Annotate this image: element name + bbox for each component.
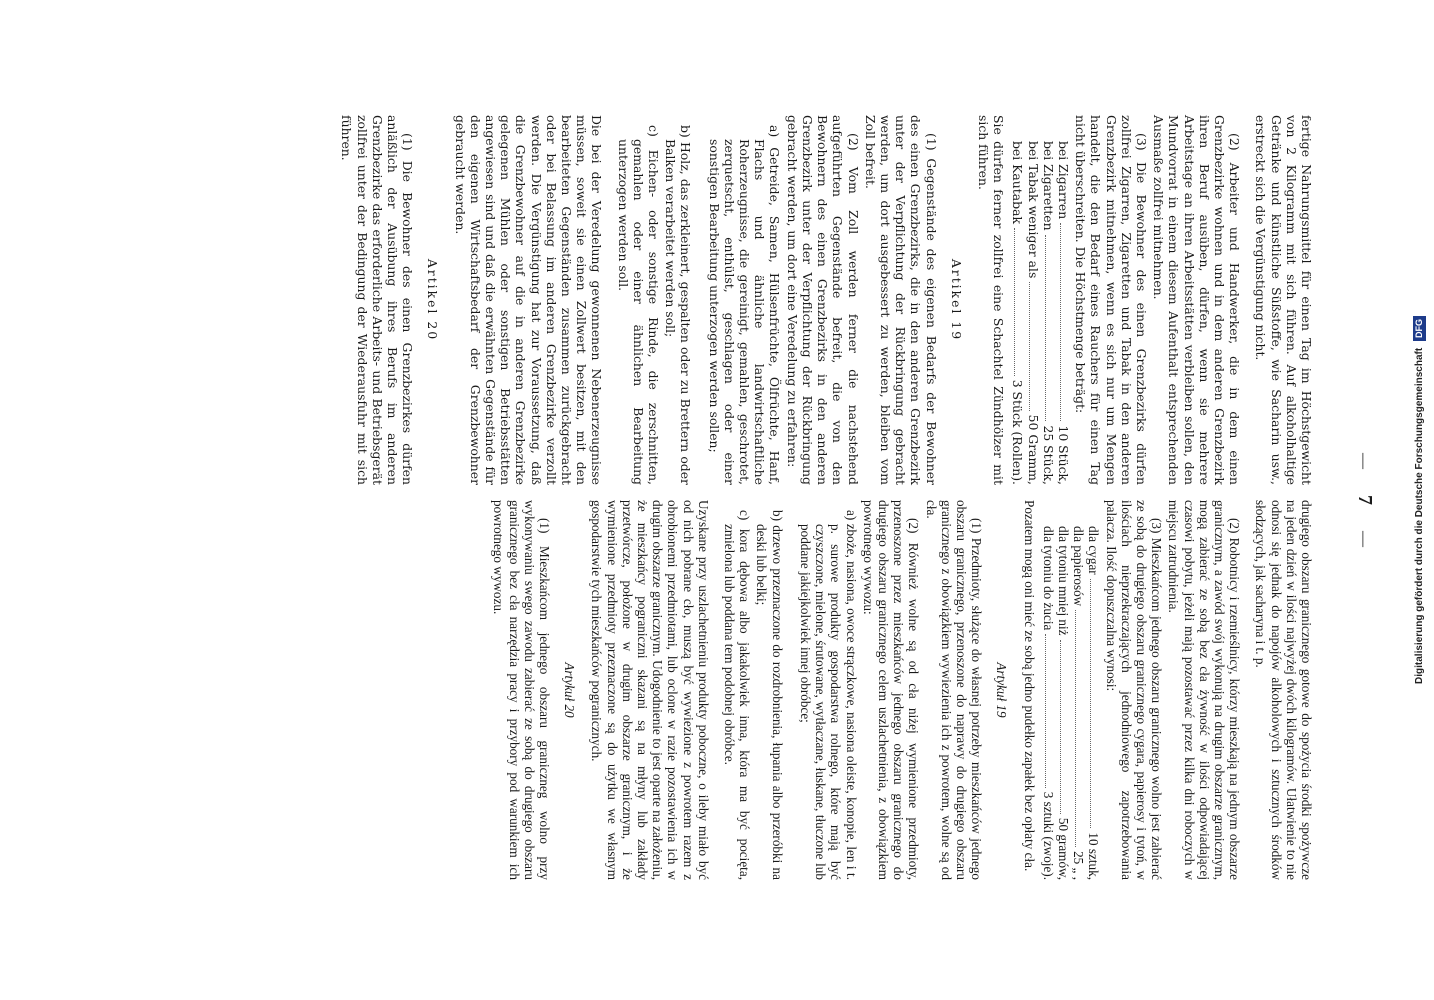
de-quota-row: bei Tabak weniger als 50 Gramm, (1025, 141, 1041, 485)
de-paragraph: Sie dürfen ferner zollfrei eine Schachtel Zündhölzer mit sich führen. (975, 115, 1007, 485)
german-text-column (337, 115, 1314, 485)
digitization-credit (1405, 0, 1434, 1000)
pl-paragraph: (3) Mieszkańcom jednego obszaru granicznego wolno jest zabierać ze sobą do drugiego obszaru granicznego cygara, papierosy i tytoń, w ilościach nieprzekraczających jednodniowego zapotrzebowania palacza. Ilość dopuszczalna wynosi: (1103, 500, 1165, 880)
de-quota-row: bei Zigaretten 25 Stück, (1040, 141, 1056, 485)
de-paragraph: fertige Nahrungsmittel für einen Tag im Höchstgewicht von 2 Kilogramm mit sich führen. Auf alkoholhaltige Getränke und künstliche Süßstoffe, wie Sacharin usw., erstreckt sich die Vergünstigung nicht. (1253, 115, 1314, 485)
dash-left: — (1355, 453, 1372, 469)
pl-quota-list (1041, 526, 1102, 880)
de-paragraph: Die bei der Veredelung gewonnenen Nebenerzeugnisse müssen, soweit sie einen Zollwert besitzen, mit den bearbeiteten Gegenständen zusammen zurückgebracht oder bei Belassung im anderen Grenzbezirke verzollt werden. Die Vergünstigung hat zur Voraussetzung, daß die Grenzbewohner auf die in anderen Grenzbezirke gelegenen Mühlen oder sonstigen Betriebsstätten angewiesen sind und daß die erwähnten Gegenstände für den eigenen Wirtschaftsbedarf der Grenzbewohner gebraucht werden. (452, 115, 605, 485)
de-list-item: b) Holz, das zerkleinert, gespalten oder zu Brettern oder Balken verarbeitet werden soll; (663, 125, 694, 485)
pl-quota-row: dla tytoniu do żucia 3 sztuki (zwoje). (1040, 526, 1056, 880)
pl-list-item: c) kora dębowa albo jakakolwiek inna, która ma być pocięta, zmielona lub poddana tem podobnej obróbce. (722, 510, 753, 880)
pl-list-item: a) zboże, nasiona, owoce strączkowe, nasiona oleiste, konopie, len i t. p. surowe produkty gospodarstwa rolnego, które mają być czyszczone, mielone, śrutowane, wytłaczane, łuskane, tłuczone lub poddane jakiejkolwiek innej obróbce; (797, 510, 859, 880)
de-paragraph: (2) Arbeiter und Handwerker, die in dem einen Grenzbezirke wohnen und in dem anderen Grenzbezirk ihren Beruf ausüben, dürfen, wenn sie mehrere Arbeitstage an ihren Arbeitsstätten verbleiben sollen, den Mundvorrat in einem diesem Aufenthalt entsprechenden Ausmaße zollfrei mitnehmen. (1151, 115, 1243, 485)
polish-text-column (489, 500, 1314, 880)
pl-paragraph: Pozatem mogą oni mieć ze sobą jedno pudełko zapałek bez opłaty cła. (1021, 500, 1037, 872)
page-number-line (1353, 0, 1376, 1000)
pl-paragraph: drugiego obszaru granicznego gotowe do spożycia środki spożywcze na jeden dzień w ilości najwyżej dwóch kilogramów. Ułatwienie to nie odnosi się jednak do napojów alkoholowych i sztucznych środków słodzących, jak sacharyna i t. p. (1253, 500, 1314, 880)
pl-paragraph: (1) Przedmioty, służące do własnej potrzeby mieszkańców jednego obszaru granicznego, przenoszone do naprawy do drugiego obszaru granicznego z obowiązkiem wywiezienia ich z powrotem, wolne są od cła. (923, 500, 985, 880)
de-paragraph: (1) Die Bewohner des einen Grenzbezirkes dürfen anläßlich der Ausübung ihres Berufs im anderen Grenzbezirke das erforderliche Arbeits- und Betriebsgerät zollfrei unter der Bedingung der Wiederausfuhr mit sich führen. (339, 115, 416, 485)
pl-article-19-heading: Artykuł 19 (994, 662, 1010, 718)
page-number: 7 (1354, 495, 1376, 505)
credit-text: Digitalisierung gefördert durch die Deutsche Forschungsgemeinschaft (1414, 347, 1425, 684)
de-article-20-heading: Artikel 20 (425, 258, 441, 342)
dfg-logo: DFG (1413, 316, 1426, 341)
de-article-19-heading: Artikel 19 (948, 258, 964, 342)
pl-list-item: b) drzewo przeznaczone do rozdrobnienia, łupania albo przeróbki na deski lub belki; (754, 510, 785, 880)
dash-right: — (1355, 531, 1372, 547)
pl-paragraph: (2) Również wolne są od cła niżej wymienione przedmioty, przenoszone przez mieszkańców jednego obszaru granicznego do drugiego obszaru granicznego celem uszlachetnienia, z obowiązkiem powrotnego wywozu: (860, 500, 922, 880)
pl-quota-row: dla cygar 10 sztuk, (1086, 526, 1102, 880)
de-list-item: c) Eichen- oder sonstige Rinde, die zerschnitten, gemahlen oder einer ähnlichen Bearbeitung unterzogen werden soll. (615, 125, 662, 485)
pl-article-20-heading: Artykuł 20 (562, 662, 578, 718)
de-list-item: a) Getreide, Samen, Hülsenfrüchte, Ölfrüchte, Hanf, Flachs und ähnliche landwirtschaftliche Roherzeugnisse, die gereinigt, gemahlen, geschrotet, zerquetscht, enthülst, geschlagen oder einer sonstigen Bearbeitung unterzogen werden sollen; (706, 125, 783, 485)
de-quota-list (1010, 141, 1071, 485)
de-paragraph: (1) Gegenstände des eigenen Bedarfs der Bewohner des einen Grenzbezirks, die in den anderen Grenzbezirk unter der Verpflichtung der Rückbringung gebracht werden, um dort ausgebessert zu werden, bleiben vom Zoll befreit. (862, 115, 939, 485)
de-paragraph: (2) Vom Zoll werden ferner die nachstehend aufgeführten Gegenstände befreit, die von den Bewohnern des einen Grenzbezirks in den anderen Grenzbezirk unter der Verpflichtung der Rückbringung gebracht werden, um dort eine Veredelung zu erfahren: (784, 115, 861, 485)
pl-paragraph: Uzyskane przy uszlachetnieniu produkty poboczne, o ileby miało być od nich pobrane cło, muszą być wywiezione z powrotem razem z obrobionemi przedmiotami, lub oclone w razie pozostawienia ich w drugim obszarze granicznym. Udogodnienie to jest oparte na założeniu, że mieszkańcy pogranicznі skazani są na młyny lub zakłady przetwórcze, położone w drugim obszarze granicznym, i że wymienione przedmioty przeznaczone są do użytku we własnym gospodarstwie tych mieszkańców pogranicznych. (589, 500, 711, 880)
de-quota-row: bei Kautabak 3 Stück (Rollen). (1010, 141, 1026, 485)
de-paragraph: (3) Die Bewohner des einen Grenzbezirks dürfen zollfrei Zigarren, Zigaretten und Tabak in den anderen Grenzbezirk mitnehmen, wenn es sich nur um Mengen handelt, die den Bedarf eines Rauchers für einen Tag nicht überschreiten. Die Höchstmenge beträgt: (1073, 115, 1149, 485)
pl-quota-row: dla tytoniu mniej niż 50 gramów, (1055, 526, 1071, 880)
pl-quota-row: dla papierosów 25 „ , (1071, 526, 1087, 880)
pl-paragraph: (1) Mieszkańcom jednego obszaru graniczneg wolno przy wykonywaniu swego zawodu zabierać ze sobą do drugiego obszaru granicznego bez cła narzędzia pracy i przybory pod warunkiem ich powrotnego wywozu. (491, 500, 553, 880)
de-quota-row: bei Zigarren 10 Stück, (1055, 141, 1071, 485)
pl-paragraph: (2) Robotnicy i rzemieślnicy, którzy mieszkają na jednym obszarze granicznym, a zawód swój wykonują na drugim obszarze granicznym, mogą zabierać ze sobą bez cła żywność w ilości odpowiadającej czasowi pobytu, jeżeli mają pozostawać przez kilka dni roboczych w miejscu zatrudnienia. (1166, 500, 1243, 880)
